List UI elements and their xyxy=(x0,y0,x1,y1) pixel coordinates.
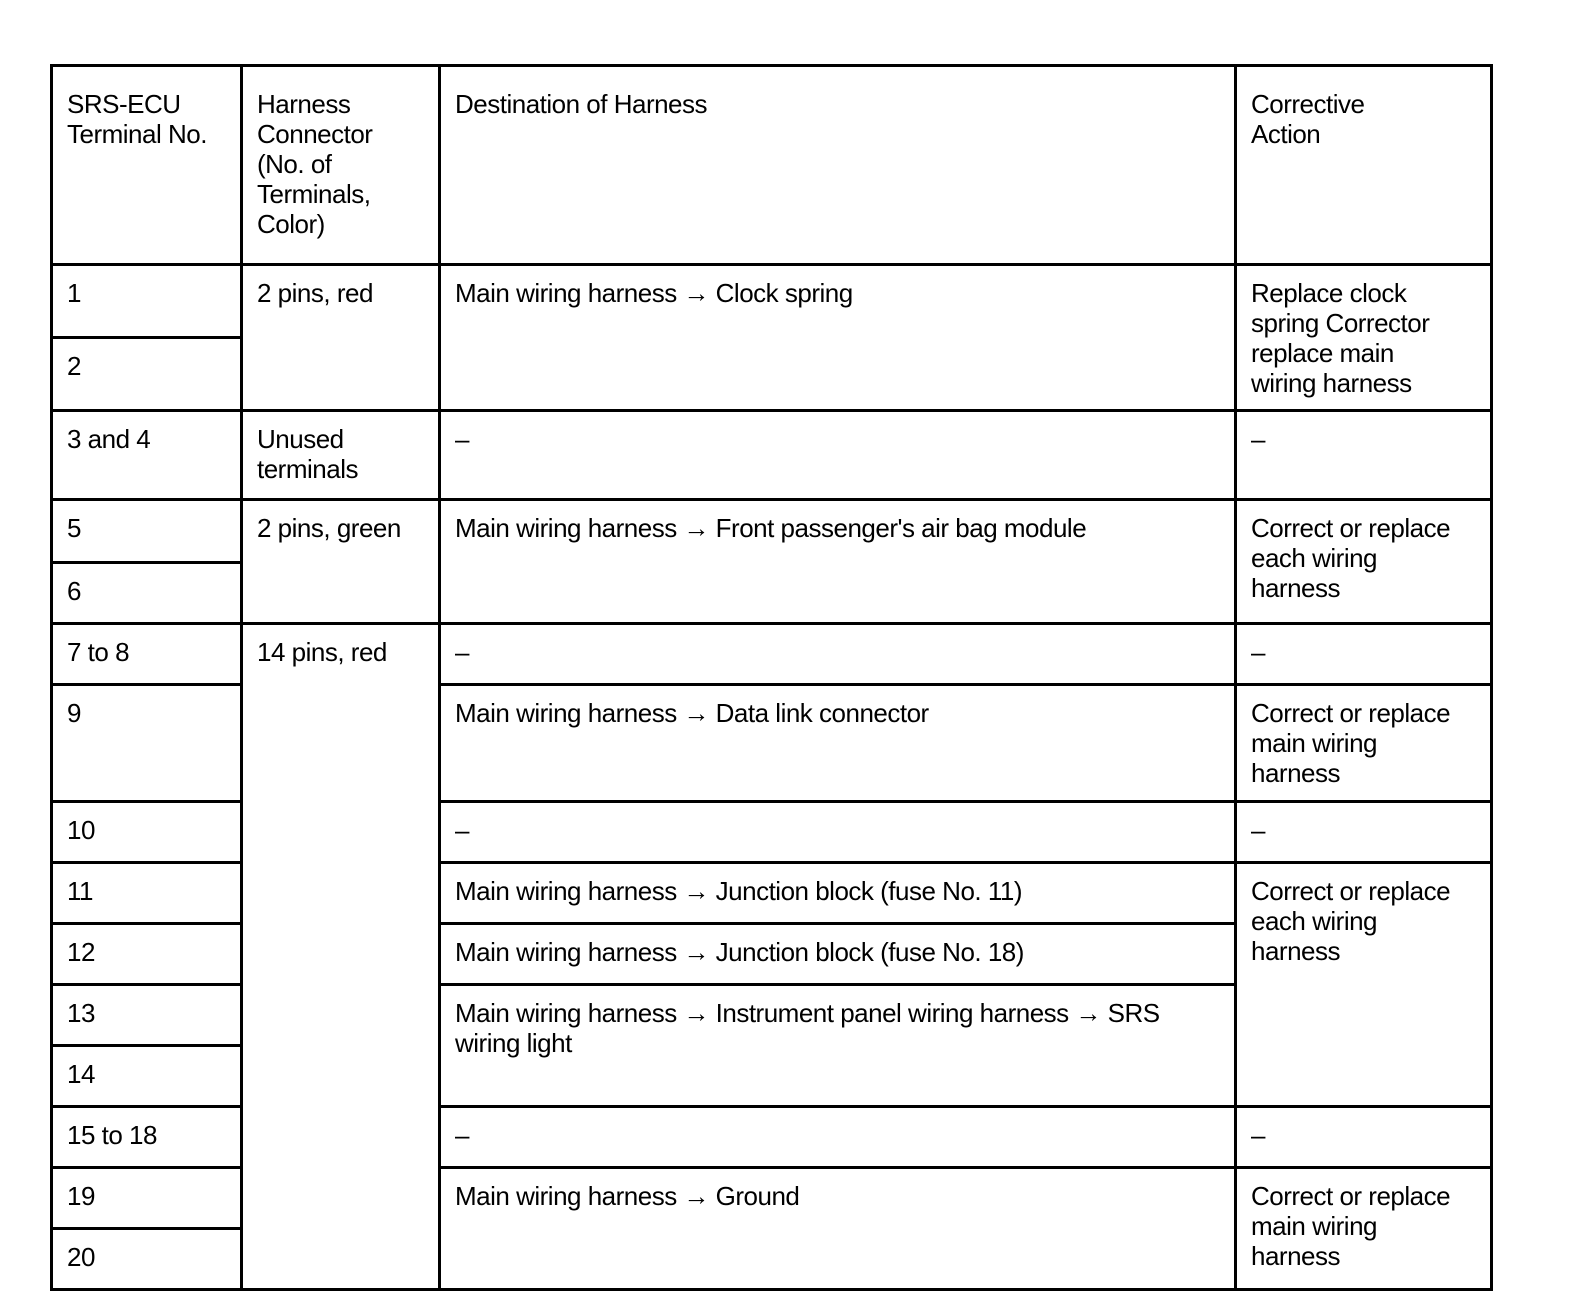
destination-cell: – xyxy=(440,624,1236,685)
terminal-cell: 5 xyxy=(52,500,242,563)
terminal-cell: 9 xyxy=(52,685,242,802)
action-cell: – xyxy=(1236,411,1492,500)
table-row xyxy=(52,265,1492,338)
action-cell: – xyxy=(1236,624,1492,685)
terminal-cell: 12 xyxy=(52,924,242,985)
action-cell: Correct or replace main wiring harness xyxy=(1236,685,1492,802)
action-cell: – xyxy=(1236,1107,1492,1168)
destination-cell: Main wiring harness → Front passenger's air bag module xyxy=(440,500,1236,624)
connector-cell: 2 pins, green xyxy=(242,500,440,624)
connector-cell: Unused terminals xyxy=(242,411,440,500)
destination-cell: – xyxy=(440,1107,1236,1168)
action-cell: Correct or replace main wiring harness xyxy=(1236,1168,1492,1290)
header-harness-connector: Harness Connector (No. of Terminals, Color) xyxy=(242,66,440,265)
table-row xyxy=(52,624,1492,685)
terminal-cell: 10 xyxy=(52,802,242,863)
document-page xyxy=(50,64,1490,1291)
terminal-cell: 20 xyxy=(52,1229,242,1290)
destination-cell: Main wiring harness → Instrument panel wiring harness → SRS wiring light xyxy=(440,985,1236,1107)
terminal-cell: 7 to 8 xyxy=(52,624,242,685)
action-cell: Correct or replace each wiring harness xyxy=(1236,863,1492,1107)
terminal-cell: 13 xyxy=(52,985,242,1046)
action-cell: Correct or replace each wiring harness xyxy=(1236,500,1492,624)
terminal-cell: 2 xyxy=(52,338,242,411)
destination-cell: Main wiring harness → Data link connector xyxy=(440,685,1236,802)
connector-cell: 2 pins, red xyxy=(242,265,440,411)
terminal-cell: 19 xyxy=(52,1168,242,1229)
header-destination: Destination of Harness xyxy=(440,66,1236,265)
terminal-cell: 1 xyxy=(52,265,242,338)
action-cell: Replace clock spring Corrector replace main wiring harness xyxy=(1236,265,1492,411)
terminal-cell: 6 xyxy=(52,563,242,624)
header-corrective-action: Corrective Action xyxy=(1236,66,1492,265)
terminal-cell: 14 xyxy=(52,1046,242,1107)
action-cell: – xyxy=(1236,802,1492,863)
terminal-cell: 11 xyxy=(52,863,242,924)
srs-ecu-terminal-table xyxy=(50,64,1493,1291)
destination-cell: Main wiring harness → Junction block (fuse No. 11) xyxy=(440,863,1236,924)
connector-cell: 14 pins, red xyxy=(242,624,440,1290)
header-row xyxy=(52,66,1492,265)
terminal-cell: 3 and 4 xyxy=(52,411,242,500)
table-row xyxy=(52,500,1492,563)
header-terminal-no: SRS-ECU Terminal No. xyxy=(52,66,242,265)
destination-cell: – xyxy=(440,802,1236,863)
terminal-cell: 15 to 18 xyxy=(52,1107,242,1168)
table-row xyxy=(52,411,1492,500)
destination-cell: – xyxy=(440,411,1236,500)
destination-cell: Main wiring harness → Junction block (fuse No. 18) xyxy=(440,924,1236,985)
destination-cell: Main wiring harness → Ground xyxy=(440,1168,1236,1290)
destination-cell: Main wiring harness → Clock spring xyxy=(440,265,1236,411)
